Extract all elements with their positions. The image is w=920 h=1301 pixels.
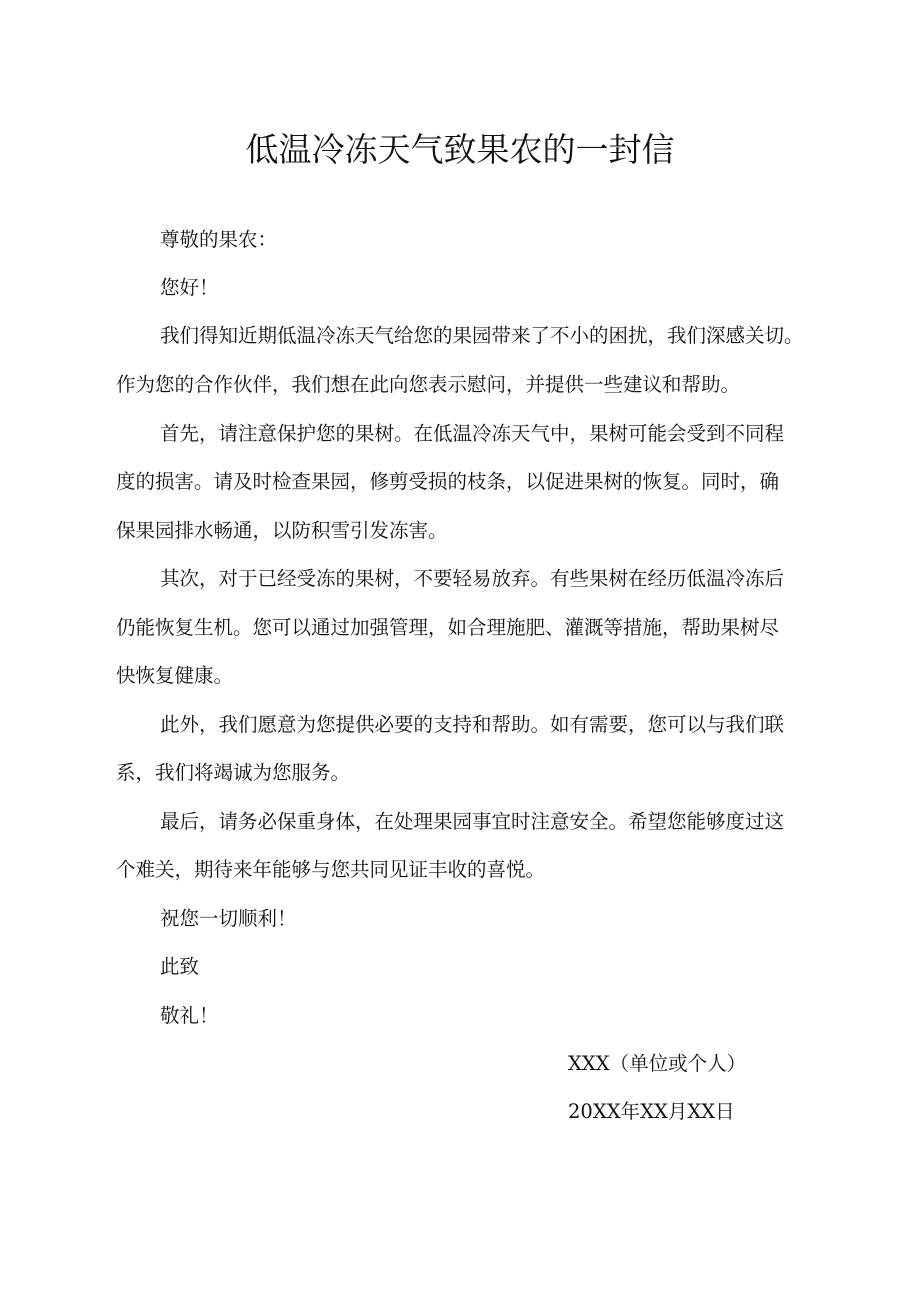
- closing-1: 此致: [160, 955, 200, 978]
- paragraph-5-line-1: 最后，请务必保重身体，在处理果园事宜时注意安全。希望您能够度过这: [160, 810, 785, 833]
- page-title: 低温冷冻天气致果农的一封信: [245, 130, 675, 169]
- paragraph-4-line-2: 系，我们将竭诚为您服务。: [116, 761, 351, 784]
- paragraph-3-line-2: 仍能恢复生机。您可以通过加强管理，如合理施肥、灌溉等措施，帮助果树尽: [116, 616, 780, 639]
- signature: XXX（单位或个人）: [568, 1052, 747, 1075]
- paragraph-1-line-1: 我们得知近期低温冷冻天气给您的果园带来了不小的困扰，我们深感关切。: [160, 324, 804, 347]
- greeting: 您好！: [160, 276, 219, 299]
- paragraph-3-line-3: 快恢复健康。: [116, 664, 234, 687]
- closing-2: 敬礼！: [160, 1004, 219, 1027]
- paragraph-4-line-1: 此外，我们愿意为您提供必要的支持和帮助。如有需要，您可以与我们联: [160, 713, 785, 736]
- salutation: 尊敬的果农：: [160, 228, 278, 251]
- paragraph-2-line-2: 度的损害。请及时检查果园，修剪受损的枝条，以促进果树的恢复。同时，确: [116, 470, 780, 493]
- paragraph-5-line-2: 个难关，期待来年能够与您共同见证丰收的喜悦。: [116, 858, 546, 881]
- paragraph-2-line-3: 保果园排水畅通，以防积雪引发冻害。: [116, 519, 448, 542]
- date: 20XX年XX月XX日: [568, 1100, 735, 1123]
- closing-wish: 祝您一切顺利！: [160, 907, 297, 930]
- paragraph-2-line-1: 首先，请注意保护您的果树。在低温冷冻天气中，果树可能会受到不同程: [160, 422, 785, 445]
- paragraph-1-line-2: 作为您的合作伙伴，我们想在此向您表示慰问，并提供一些建议和帮助。: [116, 373, 741, 396]
- paragraph-3-line-1: 其次，对于已经受冻的果树，不要轻易放弃。有些果树在经历低温冷冻后: [160, 567, 785, 590]
